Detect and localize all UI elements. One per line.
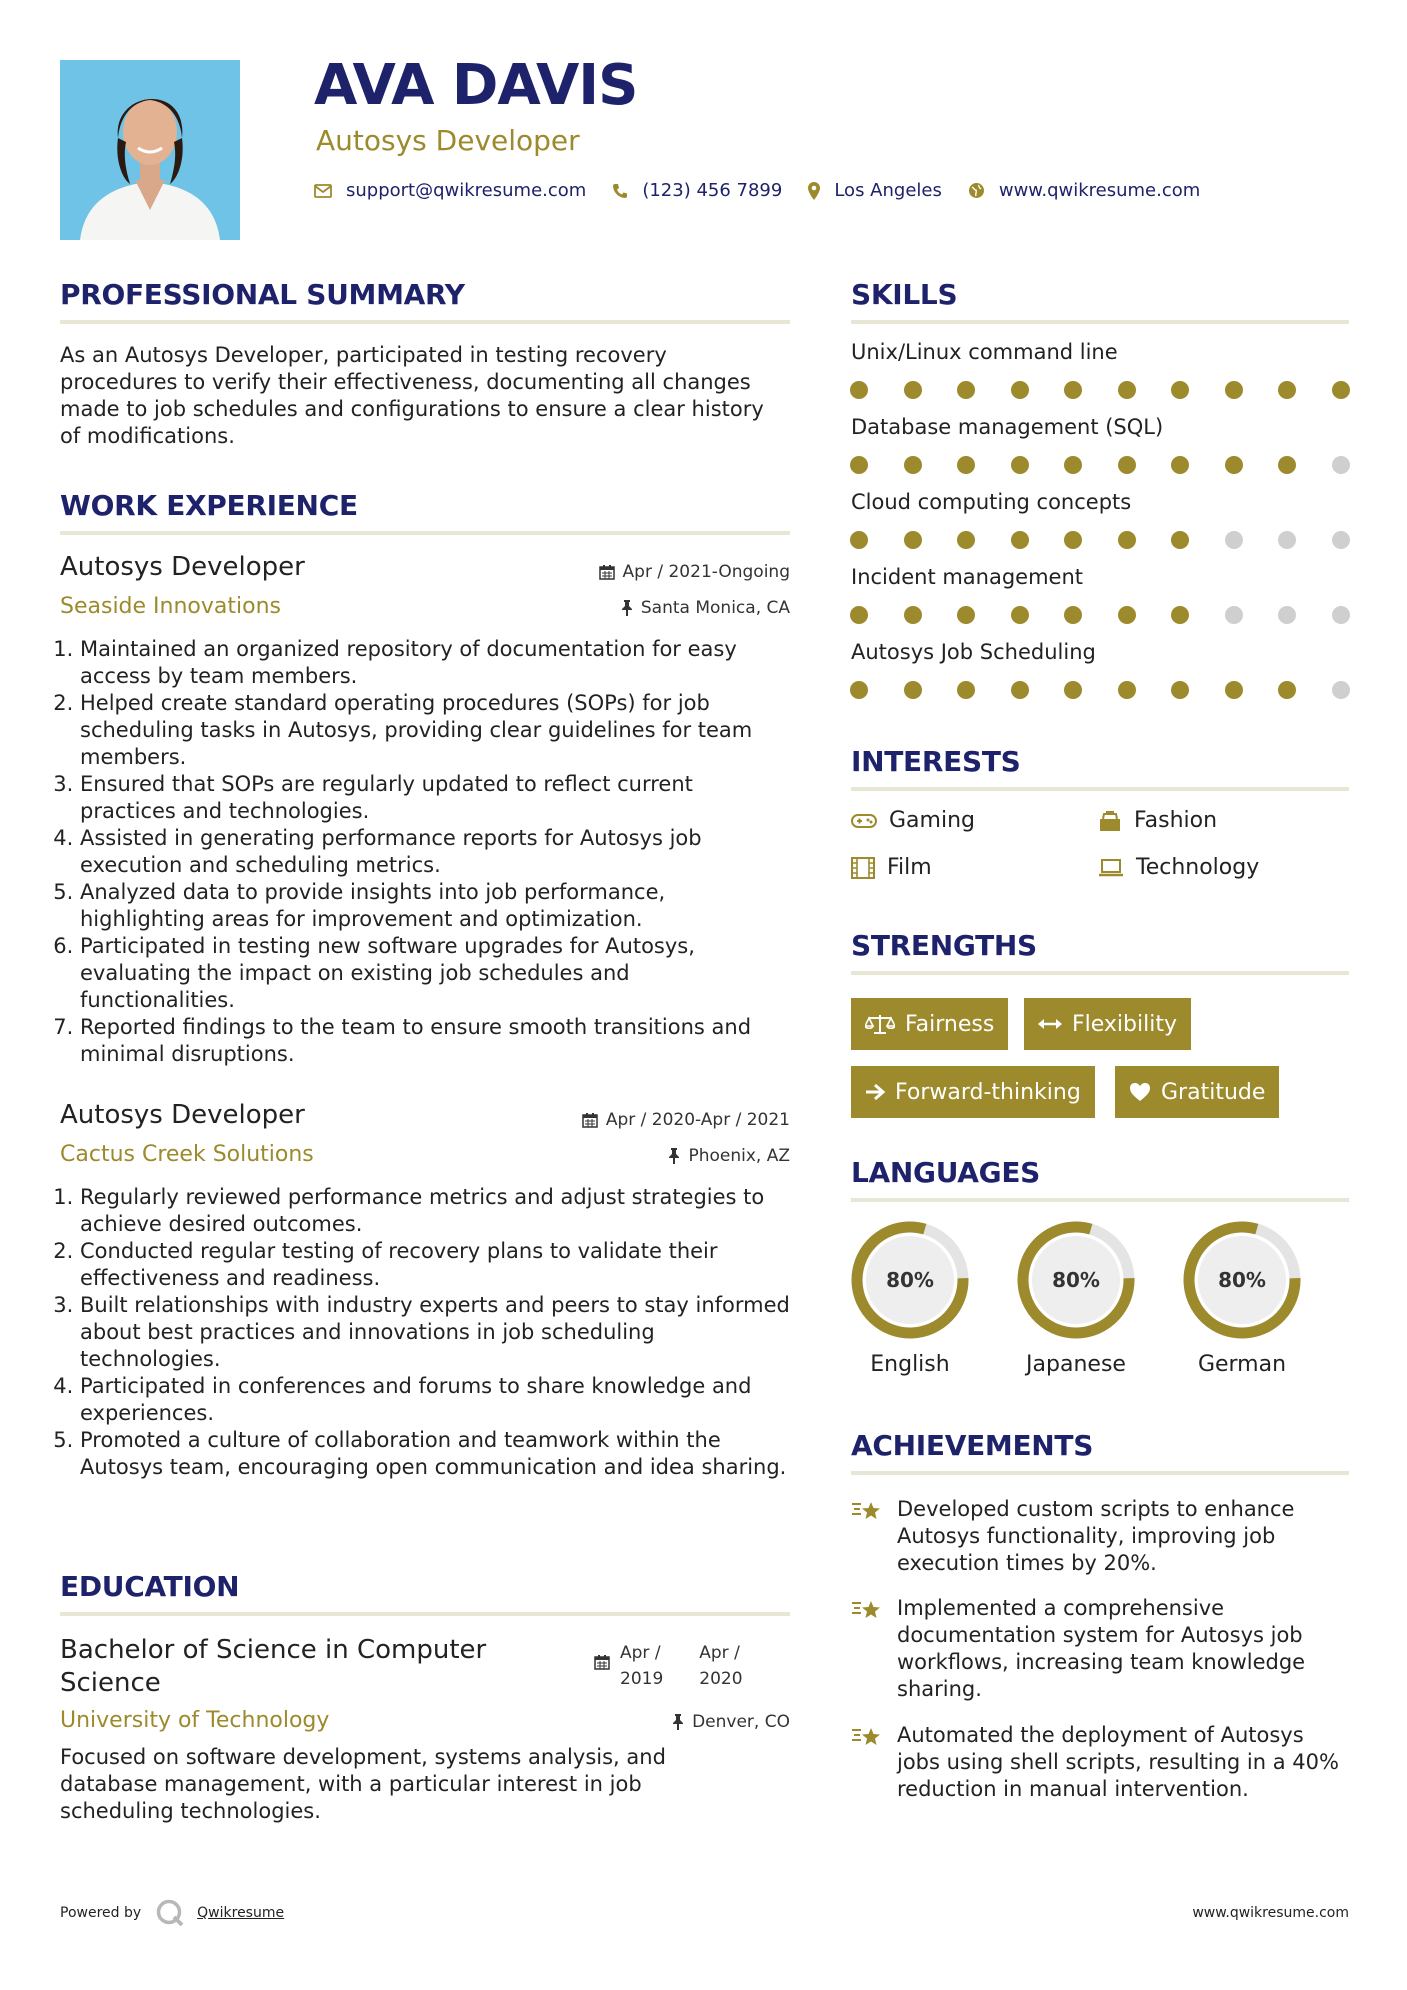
school-name: University of Technology bbox=[60, 1708, 330, 1733]
contact-location bbox=[808, 180, 942, 201]
interest-fashion: Fashion bbox=[1098, 808, 1217, 833]
rating-dot-filled bbox=[850, 681, 868, 699]
rating-dot-filled bbox=[1011, 531, 1029, 549]
end-month: Apr / bbox=[699, 1643, 740, 1663]
pushpin-icon bbox=[668, 1148, 680, 1164]
language-percent: 80% bbox=[1218, 1268, 1266, 1292]
strength-badge: Flexibility bbox=[1024, 998, 1191, 1050]
language-item bbox=[1011, 1220, 1141, 1377]
experience-divider bbox=[60, 531, 790, 535]
rating-dot-filled bbox=[1118, 381, 1136, 399]
rating-dot-filled bbox=[957, 606, 975, 624]
achievements-heading: ACHIEVEMENTS bbox=[851, 1429, 1094, 1462]
rating-dot-filled bbox=[957, 381, 975, 399]
arrow-right-icon bbox=[865, 1083, 885, 1101]
list-item: 7. Reported findings to the team to ensure smooth transitions and minimal disruptions. bbox=[80, 1014, 790, 1068]
rating-dot-empty bbox=[1225, 531, 1243, 549]
rating-dot-filled bbox=[850, 606, 868, 624]
phone-text: (123) 456 7899 bbox=[642, 180, 783, 201]
start-month: Apr / bbox=[620, 1643, 661, 1663]
rating-dot-filled bbox=[1225, 381, 1243, 399]
interest-technology: Technology bbox=[1098, 855, 1259, 880]
gamepad-icon bbox=[851, 813, 877, 829]
pushpin-icon bbox=[672, 1714, 684, 1730]
list-item: 2. Conducted regular testing of recovery plans to validate their effectiveness and readiness. bbox=[80, 1238, 790, 1292]
rating-dot-filled bbox=[904, 531, 922, 549]
rating-dot-filled bbox=[1171, 681, 1189, 699]
brand-link[interactable]: Qwikresume bbox=[197, 1905, 285, 1921]
rating-dot-empty bbox=[1332, 456, 1350, 474]
achievement-item: Automated the deployment of Autosys jobs using shell scripts, resulting in a 40% reduction in manual intervention. bbox=[851, 1722, 1351, 1803]
company-name: Cactus Creek Solutions bbox=[60, 1142, 314, 1167]
rating-dot-filled bbox=[1011, 606, 1029, 624]
calendar-icon bbox=[582, 1112, 598, 1128]
list-item: 4. Assisted in generating performance reports for Autosys job execution and scheduling metrics. bbox=[80, 825, 790, 879]
rating-dot-filled bbox=[904, 606, 922, 624]
rating-dot-filled bbox=[957, 531, 975, 549]
pushpin-icon bbox=[621, 600, 633, 616]
rating-dot-filled bbox=[1171, 531, 1189, 549]
balance-scale-icon bbox=[865, 1013, 895, 1035]
rating-dot-filled bbox=[904, 381, 922, 399]
education-divider bbox=[60, 1612, 790, 1616]
rating-dot-filled bbox=[1332, 381, 1350, 399]
arrows-horizontal-icon bbox=[1038, 1017, 1062, 1031]
contact-email[interactable] bbox=[314, 180, 586, 201]
education-heading: EDUCATION bbox=[60, 1570, 240, 1603]
skill-name: Incident management bbox=[851, 565, 1084, 589]
powered-by-label: Powered by bbox=[60, 1905, 142, 1921]
job-location: Santa Monica, CA bbox=[530, 598, 790, 618]
list-item: 3. Built relationships with industry experts and peers to stay informed about best practices and innovations in job scheduling technologies. bbox=[80, 1292, 790, 1373]
language-percent: 80% bbox=[1052, 1268, 1100, 1292]
rating-dot-filled bbox=[1118, 456, 1136, 474]
job-location: Phoenix, AZ bbox=[530, 1146, 790, 1166]
rating-dot-filled bbox=[1171, 381, 1189, 399]
footer-branding bbox=[60, 1898, 284, 1928]
job-duties-list bbox=[60, 1184, 790, 1481]
list-item: 1. Maintained an organized repository of documentation for easy access by team members. bbox=[80, 636, 790, 690]
rating-dot-filled bbox=[1171, 606, 1189, 624]
list-item: 4. Participated in conferences and forums to share knowledge and experiences. bbox=[80, 1373, 790, 1427]
language-ring bbox=[850, 1220, 970, 1340]
achievement-item: Implemented a comprehensive documentation system for Autosys job workflows, increasing team knowledge sharing. bbox=[851, 1595, 1351, 1703]
skill-name: Autosys Job Scheduling bbox=[851, 640, 1096, 664]
list-item: 5. Analyzed data to provide insights into job performance, highlighting areas for improvement and optimization. bbox=[80, 879, 790, 933]
profile-photo bbox=[60, 60, 240, 240]
rating-dot-filled bbox=[1064, 381, 1082, 399]
achievement-item: Developed custom scripts to enhance Autosys functionality, improving job execution times by 20%. bbox=[851, 1496, 1351, 1577]
rating-dot-filled bbox=[1011, 381, 1029, 399]
rating-dot-filled bbox=[957, 456, 975, 474]
calendar-icon bbox=[599, 564, 615, 580]
rating-dot-filled bbox=[1064, 681, 1082, 699]
rating-dot-filled bbox=[1064, 606, 1082, 624]
rating-dot-empty bbox=[1332, 681, 1350, 699]
rating-dot-filled bbox=[904, 456, 922, 474]
achievements-divider bbox=[851, 1471, 1349, 1475]
qwikresume-logo-icon bbox=[155, 1898, 185, 1928]
rating-dot-filled bbox=[1011, 681, 1029, 699]
contact-phone[interactable] bbox=[612, 180, 782, 201]
rating-dot-filled bbox=[850, 531, 868, 549]
list-item: 3. Ensured that SOPs are regularly updated to reflect current practices and technologies. bbox=[80, 771, 790, 825]
job-duties-list bbox=[60, 636, 790, 1068]
rating-dot-filled bbox=[1278, 681, 1296, 699]
strengths-heading: STRENGTHS bbox=[851, 929, 1037, 962]
rating-dot-filled bbox=[957, 681, 975, 699]
email-text: support@qwikresume.com bbox=[346, 180, 587, 201]
list-item: 2. Helped create standard operating procedures (SOPs) for job scheduling tasks in Autosys, providing clear guidelines for team members. bbox=[80, 690, 790, 771]
shooting-star-icon bbox=[851, 1498, 883, 1524]
job-dates: Apr / 2021-Ongoing bbox=[530, 562, 790, 582]
company-name: Seaside Innovations bbox=[60, 594, 281, 619]
job-dates: Apr / 2020-Apr / 2021 bbox=[510, 1110, 790, 1130]
phone-icon bbox=[612, 183, 628, 199]
skill-name: Unix/Linux command line bbox=[851, 340, 1118, 364]
interests-divider bbox=[851, 787, 1349, 791]
strength-badge: Forward-thinking bbox=[851, 1066, 1095, 1118]
skill-rating bbox=[850, 456, 1350, 474]
end-year: 2020 bbox=[699, 1669, 743, 1689]
language-item bbox=[845, 1220, 975, 1377]
skills-heading: SKILLS bbox=[851, 278, 958, 311]
envelope-icon bbox=[314, 184, 332, 198]
strengths-divider bbox=[851, 971, 1349, 975]
languages-divider bbox=[851, 1198, 1349, 1202]
interests-heading: INTERESTS bbox=[851, 745, 1021, 778]
globe-icon bbox=[968, 182, 985, 199]
contact-website[interactable] bbox=[968, 180, 1200, 201]
education-description: Focused on software development, systems analysis, and database management, with a particular interest in job scheduling technologies. bbox=[60, 1745, 666, 1823]
map-pin-icon bbox=[808, 182, 820, 200]
list-item: 1. Regularly reviewed performance metrics and adjust strategies to achieve desired outcomes. bbox=[80, 1184, 790, 1238]
degree-title: Bachelor of Science in Computer Science bbox=[60, 1635, 487, 1698]
language-ring bbox=[1182, 1220, 1302, 1340]
interest-film: Film bbox=[851, 855, 932, 880]
education-location: Denver, CO bbox=[530, 1712, 790, 1732]
languages-heading: LANGUAGES bbox=[851, 1156, 1041, 1189]
summary-heading: PROFESSIONAL SUMMARY bbox=[60, 278, 465, 311]
strength-badge: Fairness bbox=[851, 998, 1008, 1050]
skill-name: Database management (SQL) bbox=[851, 415, 1164, 439]
start-year: 2019 bbox=[620, 1669, 664, 1689]
skill-name: Cloud computing concepts bbox=[851, 490, 1132, 514]
interest-gaming: Gaming bbox=[851, 808, 975, 833]
heart-icon bbox=[1129, 1082, 1151, 1102]
language-name: English bbox=[870, 1352, 950, 1377]
shopping-bag-icon bbox=[1098, 810, 1122, 832]
language-ring bbox=[1016, 1220, 1136, 1340]
rating-dot-filled bbox=[1278, 381, 1296, 399]
rating-dot-empty bbox=[1332, 531, 1350, 549]
film-icon bbox=[851, 857, 875, 879]
rating-dot-filled bbox=[1225, 456, 1243, 474]
skill-rating bbox=[850, 381, 1350, 399]
candidate-role: Autosys Developer bbox=[316, 124, 580, 157]
skill-rating bbox=[850, 531, 1350, 549]
job-title: Autosys Developer bbox=[60, 1100, 305, 1130]
footer-website[interactable]: www.qwikresume.com bbox=[1192, 1905, 1349, 1921]
skills-divider bbox=[851, 320, 1349, 324]
rating-dot-empty bbox=[1278, 531, 1296, 549]
language-name: Japanese bbox=[1026, 1352, 1126, 1377]
skill-rating bbox=[850, 606, 1350, 624]
language-name: German bbox=[1197, 1352, 1287, 1377]
website-text: www.qwikresume.com bbox=[998, 180, 1201, 201]
language-item bbox=[1177, 1220, 1307, 1377]
laptop-icon bbox=[1098, 859, 1124, 877]
candidate-name: AVA DAVIS bbox=[314, 53, 638, 118]
location-text: Los Angeles bbox=[834, 180, 942, 201]
rating-dot-filled bbox=[1225, 681, 1243, 699]
skill-rating bbox=[850, 681, 1350, 699]
rating-dot-filled bbox=[1064, 531, 1082, 549]
list-item: 6. Participated in testing new software upgrades for Autosys, evaluating the impact on existing job schedules and functionalities. bbox=[80, 933, 790, 1014]
experience-heading: WORK EXPERIENCE bbox=[60, 489, 358, 522]
job-title: Autosys Developer bbox=[60, 552, 305, 582]
contact-bar bbox=[314, 180, 1226, 201]
summary-divider bbox=[60, 320, 790, 324]
list-item: 5. Promoted a culture of collaboration and teamwork within the Autosys team, encouraging open communication and idea sharing. bbox=[80, 1427, 790, 1481]
rating-dot-filled bbox=[904, 681, 922, 699]
rating-dot-empty bbox=[1332, 606, 1350, 624]
summary-text: As an Autosys Developer, participated in testing recovery procedures to verify their effectiveness, documenting all changes made to job schedules and configurations to ensure a clear history of modifications. bbox=[60, 343, 764, 448]
language-percent: 80% bbox=[886, 1268, 934, 1292]
calendar-icon bbox=[594, 1654, 610, 1670]
rating-dot-filled bbox=[1118, 681, 1136, 699]
rating-dot-filled bbox=[850, 381, 868, 399]
rating-dot-filled bbox=[1011, 456, 1029, 474]
rating-dot-filled bbox=[1118, 531, 1136, 549]
strength-badge: Gratitude bbox=[1115, 1066, 1279, 1118]
rating-dot-filled bbox=[1118, 606, 1136, 624]
rating-dot-empty bbox=[1225, 606, 1243, 624]
rating-dot-filled bbox=[1064, 456, 1082, 474]
shooting-star-icon bbox=[851, 1724, 883, 1750]
shooting-star-icon bbox=[851, 1597, 883, 1623]
rating-dot-filled bbox=[1171, 456, 1189, 474]
rating-dot-filled bbox=[1278, 456, 1296, 474]
rating-dot-filled bbox=[850, 456, 868, 474]
education-dates bbox=[594, 1640, 743, 1692]
rating-dot-empty bbox=[1278, 606, 1296, 624]
